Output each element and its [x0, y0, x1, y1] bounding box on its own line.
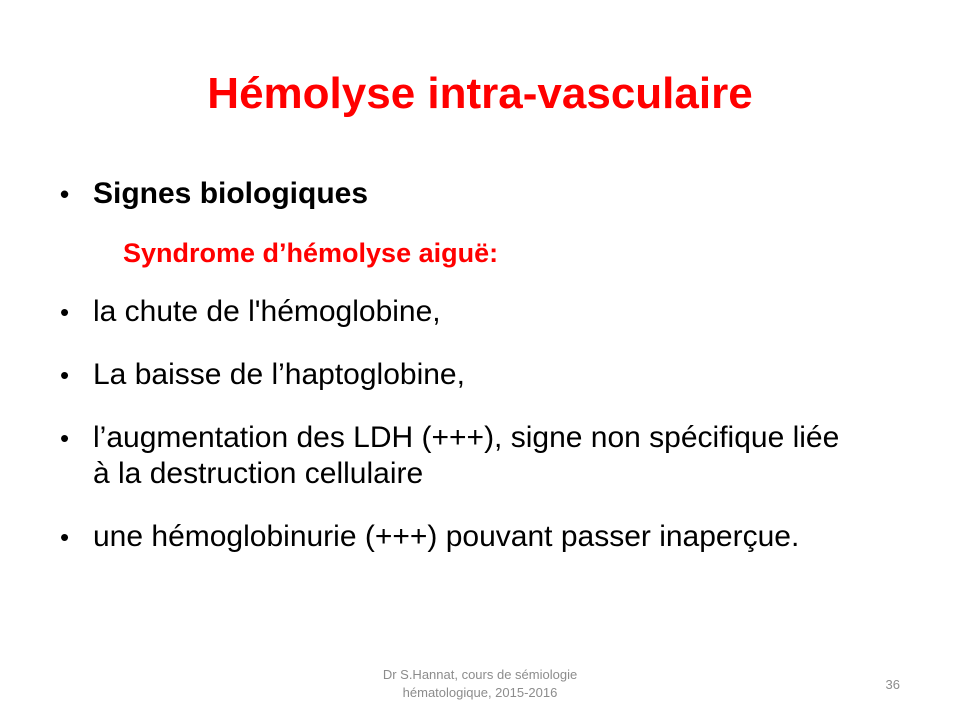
list-item-signes-biologiques: [60, 176, 860, 212]
footer-line: Dr S.Hannat, cours de sémiologie: [382, 667, 578, 682]
bullet-icon: •: [60, 360, 70, 390]
bullet-icon: •: [60, 297, 70, 327]
bullet-icon: •: [60, 423, 70, 453]
list-item-hemoglobinurie: [60, 519, 860, 555]
list-item-haptoglobine: [60, 357, 860, 393]
bullet-list: [60, 176, 860, 582]
subheading-text: Syndrome d’hémolyse aiguë:: [123, 238, 499, 268]
list-item-text: Signes biologiques: [93, 177, 369, 210]
list-item-text: La baisse de l’haptoglobine,: [93, 358, 465, 391]
list-item-ldh: [60, 420, 860, 492]
list-item-text: une hémoglobinurie (+++) pouvant passer inaperçue.: [93, 520, 800, 553]
footer-credit: [340, 666, 620, 702]
footer-line: hématologique, 2015-2016: [402, 685, 558, 700]
bullet-icon: •: [60, 179, 70, 209]
bullet-icon: •: [60, 522, 70, 552]
list-item-text: la chute de l'hémoglobine,: [93, 295, 441, 328]
list-item-hemoglobine: [60, 294, 860, 330]
subheading-syndrome: [60, 235, 860, 271]
slide-number: 36: [885, 677, 900, 692]
slide-title: Hémolyse intra-vasculaire: [207, 69, 753, 118]
list-item-text: l’augmentation des LDH (+++), signe non spécifique liée à la destruction cellulaire: [93, 421, 840, 490]
